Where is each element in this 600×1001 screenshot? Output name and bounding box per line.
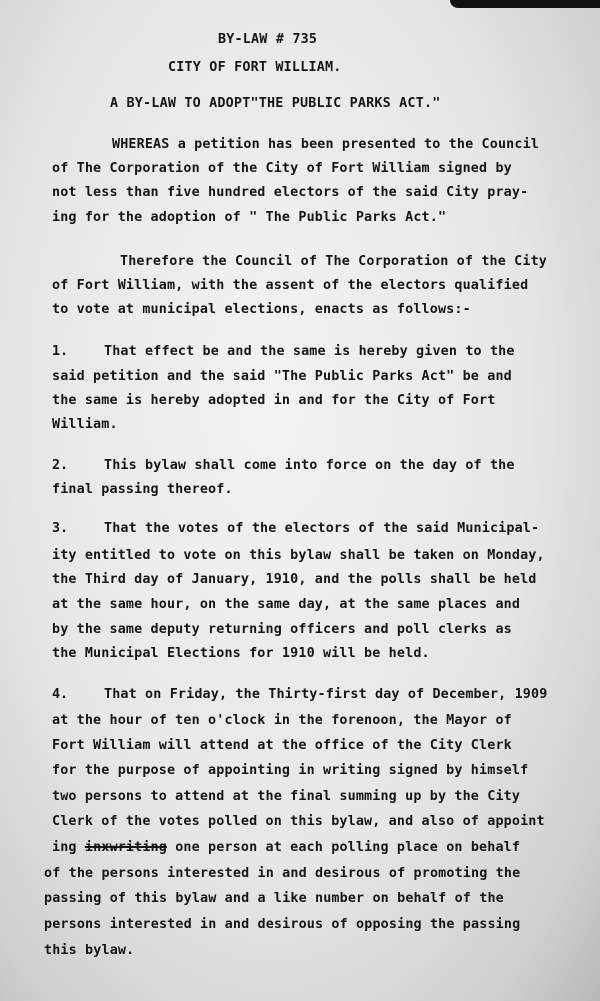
section-line: Fort William will attend at the office of the City Clerk bbox=[52, 738, 512, 753]
section-number: 3. bbox=[52, 521, 69, 536]
section-line: at the same hour, on the same day, at the same places and bbox=[52, 597, 521, 612]
section-line: said petition and the said "The Public Parks Act" be and bbox=[52, 369, 512, 384]
section-line: this bylaw. bbox=[44, 943, 135, 958]
section-line: for the purpose of appointing in writing signed by himself bbox=[52, 763, 529, 778]
line-prefix: ing bbox=[52, 840, 77, 855]
section-line: passing of this bylaw and a like number on behalf of the bbox=[44, 891, 504, 906]
therefore-line: of Fort William, with the assent of the electors qualified bbox=[52, 278, 529, 293]
section-line: That the votes of the electors of the said Municipal- bbox=[104, 521, 540, 536]
document-title: A BY-LAW TO ADOPT"THE PUBLIC PARKS ACT." bbox=[110, 96, 441, 111]
whereas-line: ing for the adoption of " The Public Parks Act." bbox=[52, 210, 447, 225]
section-line: William. bbox=[52, 417, 118, 432]
section-line: persons interested in and desirous of opposing the passing bbox=[44, 917, 521, 932]
section-line: ity entitled to vote on this bylaw shall be taken on Monday, bbox=[52, 548, 545, 563]
section-line-with-strike bbox=[52, 840, 520, 855]
section-number: 4. bbox=[52, 687, 69, 702]
section-number: 1. bbox=[52, 344, 69, 359]
whereas-line: of The Corporation of the City of Fort William signed by bbox=[52, 161, 512, 176]
bylaw-number: BY-LAW # 735 bbox=[218, 32, 318, 47]
section-line: Clerk of the votes polled on this bylaw, and also of appoint bbox=[52, 814, 545, 829]
section-line: the Third day of January, 1910, and the polls shall be held bbox=[52, 572, 537, 587]
city-heading: CITY OF FORT WILLIAM. bbox=[168, 60, 342, 75]
section-line: That on Friday, the Thirty-first day of December, 1909 bbox=[104, 687, 548, 702]
section-line: final passing thereof. bbox=[52, 482, 233, 497]
struck-word: inxwriting bbox=[84, 840, 167, 855]
section-line: two persons to attend at the final summing up by the City bbox=[52, 789, 521, 804]
section-line: the same is hereby adopted in and for the City of Fort bbox=[52, 393, 496, 408]
section-line: That effect be and the same is hereby given to the bbox=[104, 344, 515, 359]
line-rest: one person at each polling place on behalf bbox=[175, 840, 521, 855]
therefore-line: to vote at municipal elections, enacts as follows:- bbox=[52, 302, 471, 317]
section-line: the Municipal Elections for 1910 will be held. bbox=[52, 646, 430, 661]
whereas-line: WHEREAS a petition has been presented to the Council bbox=[112, 137, 540, 152]
section-line: This bylaw shall come into force on the day of the bbox=[104, 458, 515, 473]
scan-corner-shadow bbox=[450, 0, 600, 8]
section-line: at the hour of ten o'clock in the forenoon, the Mayor of bbox=[52, 713, 512, 728]
whereas-line: not less than five hundred electors of the said City pray- bbox=[52, 185, 529, 200]
section-line: of the persons interested in and desirous of promoting the bbox=[44, 866, 521, 881]
therefore-line: Therefore the Council of The Corporation of the City bbox=[120, 254, 548, 269]
section-number: 2. bbox=[52, 458, 69, 473]
section-line: by the same deputy returning officers and poll clerks as bbox=[52, 622, 512, 637]
